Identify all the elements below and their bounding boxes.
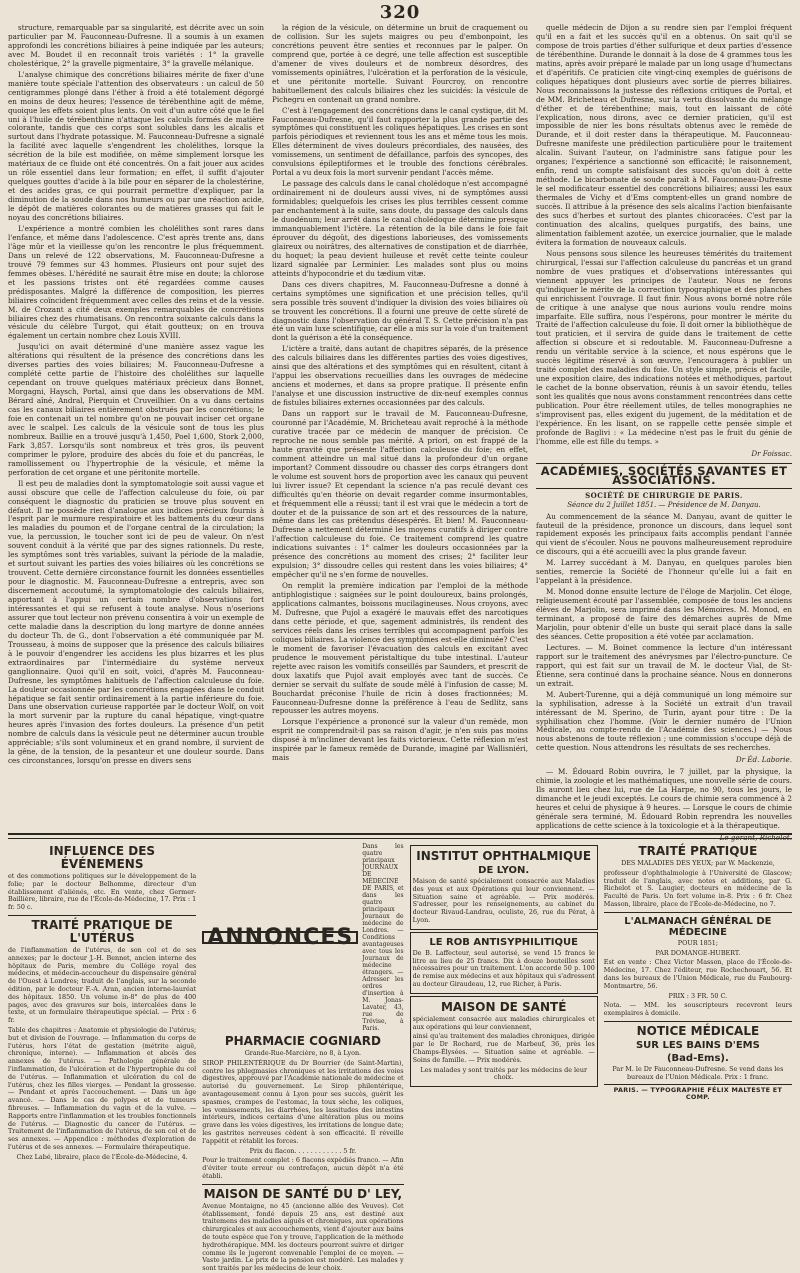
ad-text: SIROP PHILENTÉRIQUE du Dr Bourrier (de Saint-Martin), contre les phlegmasies chroniques et les irritations des voies digestives, approuvé par l'Académie nationale de médecine et autorisé du gouvernement. Le Sirop philentérique, avantageusement connu à Lyon pour ses succès, guérit les spasmes, crampes de l'estomac, la toux sèche, les coliques, les vomissements, les diarrhées, les lassitudes des intestins intérieurs, indices certains d'une altération plus ou moins grave dans les voies digestives, les irritations de longue date; les gastrites nerveuses cèdent à son efficacité. Il réveille l'appétit et rétablit les forces. <box>202 1058 404 1145</box>
paragraph: quelle médecin de Dijon a su rendre sien par l'emploi fréquent qu'il en a fait et les succès qu'il en a obtenus. On sait qu'il se compose de trois parties d'éther sulfurique et deux parties d'essence de térébenthine. Durande le donnait à la dose de 4 grammes tous les matins, après avoir préparé le malade par un long usage d'humectans et d'apéritifs. Ce praticien cite vingt-cinq exemples de guérisons de coliques hépatiques dont plusieurs avec sortie de pierres biliaires. Nous reconnaissons la justesse des réflexions critiques de Portal, et de MM. Bricheteau et Dufresne, sur la vertu dissolvante du mélange d'éther et de térébenthine; mais, tout en laissant de côté l'explication, nous dirons, avec ce dernier praticien, qu'il est impossible de nier les bons résultats obtenus avec le remède de Durande, et il doit rester dans la thérapeutique. M. Fauconneau-Dufresne manifeste une prédilection particulière pour le traitement alcalin. Suivant l'auteur, on l'administre sans fatigue pour les organes; l'expérience a sanctionné son efficacité; le raisonnement, enfin, rend un compte satisfaisant des succès qu'on doit à cette méthode. Le bicarbonate de soude paraît à M. Fauconneau-Dufresne le sel modificateur essentiel des concrétions biliaires; aussi les eaux thermales de Vichy et d'Ems comptent-elles un grand nombre de succès. Il attribue à la présence des sels alcalins l'action bienfaisante des sucs d'herbes et surtout des plantes chicoracées. C'est par la continuation des alcalins, quelques purgatifs, des bains, une alimentation faiblement azotée, un exercice journalier, que le malade évitera la formation de nouveaux calculs. <box>536 23 792 247</box>
ad-city: DE LYON. <box>478 865 530 876</box>
ad-title-traite-yeux: TRAITÉ PRATIQUE <box>638 844 758 858</box>
ad-box-rob <box>410 932 598 994</box>
paragraph: Lorsque l'expérience a prononcé sur la valeur d'un remède, mon esprit ne comprendrait-il pas sa raison d'agir, je n'en suis pas moins disposé à m'incliner devant les faits victorieux. Cette réflexion m'est inspirée par le fameux remède de Durande, imaginé par Wallisniéri, mais <box>272 717 528 763</box>
annonces-block <box>202 843 403 1032</box>
paragraph: L'analyse chimique des concrétions biliaires mérite de fixer d'une manière toute spéciale l'attention des observateurs : un calcul de 50 centigrammes plongé dans l'éther à froid a été totalement dégorgé en moins de deux heures; l'essence de térébenthine agit de même, quoique les effets soient plus lents. On voit d'un autre côté que le fiel uni à l'huile de térébenthine n'attaque les calculs formés de matière colorante, tandis que ces corps sont solubles dans les alcalis et surtout dans l'hydrate potassique. M. Fauconneau-Dufresne a signalé la facilité avec laquelle s'engendrent les cholélithes, lorsque la sécrétion de la bile est modifiée, on même simplement lorsque les matériaux de ce fluide ont été concentrés. On a fait jouer aux acides un rôle essentiel dans leur formation; en effet, il suffit d'ajouter quelques gouttes d'acide à la bile pour en séparer de la cholestérine, et des acides gras, ce qui pourrait permettre d'expliquer, par la diminution de la soude dans nos humeurs ou par une réaction acide, le dépôt de matières colorantes ou de matières grasses qui fait le noyau des concrétions biliaires. <box>8 69 264 223</box>
printer-imprint: PARIS. — TYPOGRAPHIE FÉLIX MALTESTE ET COMP. <box>613 1085 783 1102</box>
paragraph: Nous pensons sous silence les heureuses témérités du traitement chirurgical, l'essai sur l'affection calculeuse du pancréas et un grand nombre de vues pratiques et d'observations intéressantes qui viennent appuyer les principes de l'auteur. Nous ne ferons qu'indiquer le mérite de la correction typographique et des planches qui enrichissent l'ouvrage. Il faut finir. Nous avons borné notre rôle de critique à une analyse que nous aurions voulu rendre moins imparfaite. Elle suffira, nous l'espérons, pour montrer le mérite du Traité de l'affection calculeuse du foie. Il doit orner la bibliothèque de tout praticien, et il servira de guide dans le traitement de cette affection si obscure et si redoutable. M. Fauconneau-Dufresne a rendu un véritable service à la science, et nous espérons que le succès légitime réservé à son œuvre, l'encouragera à publier un traité complet des maladies du foie. Un style simple, précis et facile, une exposition claire, des indications notées et méthodiques, partout le cachet de la bonne observation, réunis à un savoir étendu, telles sont les qualités que nous avons constamment rencontrées dans cette publication. Pour être réellement utiles, de telles monographies ne s'improvisent pas, elles exigent du jugement, de la méditation et de l'expérience. En les lisant, on se rappelle cette pensée simple et profonde de Baglivi : « La médecine n'est pas le fruit du génie de l'homme, elle est fille du temps. » <box>536 248 792 446</box>
ad-subtitle: Grande-Rue-Marcière, no 8, à Lyon. <box>244 1049 362 1057</box>
ad-text: de l'inflammation de l'utérus, de son col et de ses annexes; par le docteur J.-H. Bennet, ancien interne des hôpitaux de Paris, membre du Collége royal des médecins, et médecin-accoucheur du dispensaire général de l'Ouest à Londres; traduit de l'anglais, sur la seconde édition, par le docteur F.-A. Aran, ancien interne-lauréat des hôpitaux. 1850. Un volume in-8° de plus de 400 pages, avec des gravures sur bois, intercalées dans le texte, et un formulaire thérapeutique spécial. — Prix : 6 fr. <box>8 945 197 1025</box>
paragraph: M. Larrey succédant à M. Danyau, en quelques paroles bien senties, remercie la Société de l'honneur qu'elle lui a fait en l'appelant à la présidence. <box>536 558 792 586</box>
ad-title-maison-sante: MAISON DE SANTÉ <box>440 999 567 1014</box>
ad-note: Nota. — MM. les souscripteurs recevront leurs exemplaires à domicile. <box>603 1001 792 1018</box>
paragraph: C'est à l'engagement des concrétions dans le canal cystique, dit M. Fauconneau-Dufresne, qu'il faut rapporter la plus grande partie des symptômes qui constituent les coliques hépatiques. Les crises en sont parfois périodiques et reviennent tous les ans et même tous les mois. Elles déterminent de vives douleurs précordiales, des nausées, des vomissemens, un sentiment de défaillance, parfois des syncopes, des convulsions épileptiformes et le trouble des fonctions cérébrales. Portal a vu deux fois la mort survenir pendant l'accès même. <box>272 105 528 178</box>
ad-text: ainsi qu'au traitement des maladies chroniques, dirigée par le Dr Rochard, rue de Marbeuf, 36, près les Champs-Élysées. — Situation saine et agréable. — Soins de famille. — Prix modérés. <box>412 1032 595 1064</box>
ad-title-influence: INFLUENCE DES ÉVÉNEMENS <box>49 844 156 871</box>
paragraph: Le passage des calculs dans le canal cholédoque n'est accompagné ordinairement ni de douleurs aussi vives, ni de symptômes aussi formidables; quelquefois les crises les plus terribles cessent comme par enchantement à la suite, sans doute, du passage des calculs dans le duodénum; leur arrêt dans le canal cholédoque détermine presque immanquablement l'ictère. La rétention de la bile dans le foie fait éprouver du dégoût, des digestions laborieuses, des vomissements glaireux ou noirâtres, des alternatives de constipation et de diarrhée, du hoquet; la peau devient huileuse et revêt cette teinte couleur lizard signalée par Lerminier. Les malades sont plus ou moins atteints d'hypocondrie et du tædium vitæ. <box>272 179 528 278</box>
page-number: 320 <box>379 2 421 23</box>
ad-title-cogniard: PHARMACIE COGNIARD <box>224 1034 381 1048</box>
ad-text: Avenue Montaigne, no 45 (ancienne allée des Veuves). Cet établissement, fondé depuis 25 ans, est destiné aux traitemens des maladies aiguës et chroniques, aux opérations chirurgicales et aux accouchements, vient d'ajouter aux bains de toute espèce que l'on y trouve, l'application de la méthode hydrothérapique. MM. les docteurs pourront suivre et diriger comme ils le jugeront convenable l'emploi de ce moyen. — Vaste jardin. Le prix de la pension est modéré. Les malades y sont traités par les médecins de leur choix. <box>202 1201 404 1273</box>
ad-subtitle: DES MALADIES DES YEUX; par W. Mackenzie, <box>621 859 775 867</box>
paragraph: M. Monod donne ensuite lecture de l'éloge de Marjolin. Cet éloge, religieusement écouté par l'assemblée, composée de tous les anciens élèves de Marjolin, sera imprimé dans les Mémoires. M. Monod, en terminant, a proposé de faire des démarches auprès de Mme Marjolin, pour obtenir d'elle un buste qui serait placé dans la salle des séances. Cette proposition a été votée par acclamation. <box>536 587 792 641</box>
ad-title-institut: INSTITUT OPHTHALMIQUE <box>416 849 592 863</box>
ad-author: PAR DOMANGE-HUBERT. <box>655 948 741 957</box>
ad-text: professeur d'ophthalmologie à l'Université de Glascow; traduit de l'anglais, avec notes et additions, par G. Richelot et S. Laugier, docteurs en médecine de la Faculté de Paris. Un fort volume in-8. Prix : 6 fr. Chez Masson, libraire, place de l'École-de-Médecine, no 7. <box>603 868 792 908</box>
ad-price: PRIX : 3 FR. 50 C. <box>668 991 728 1000</box>
ad-subtitle: SUR LES BAINS D'EMS <box>635 1039 760 1051</box>
ad-year: POUR 1851; <box>677 938 718 947</box>
ad-text: De B. Laffecteur, seul autorisé, se vend 15 francs le litre au lieu de 25 francs. Dix à douze bouteilles sont nécessaires pour un traitement. L'on accorde 50 p. 100 de remise aux médecins et aux hôpitaux qui s'adressent au docteur Giraudeau, 12, rue Richer, à Paris. <box>412 948 595 988</box>
divider <box>8 915 196 916</box>
paragraph: Lectures. — M. Boinet commence la lecture d'un intéressant rapport sur le traitement des anévrysmes par l'électro-puncture. Ce rapport, qui est fait sur un travail de M. le docteur Vial, de St-Étienne, sera continué dans la prochaine séance. Nous en donnerons un extrait. <box>536 642 792 688</box>
article-columns <box>8 23 792 842</box>
paragraph: Dans un rapport sur le travail de M. Fauconneau-Dufresne, couronné par l'Académie, M. Bricheteau avait reproché à la méthode curative tracée par ce médecin de manquer de précision. Ce reproche ne nous semble pas mérité. A priori, on est frappé de la haute gravité que présente l'affection calculeuse du foie; en effet, comment atteindre un mal situé dans la profondeur d'un organe important? Comment dissoudre ou chasser des corps étrangers dont le volume est souvent hors de proportion avec les canaux qui peuvent lui livrer issue? Et cependant la science n'a pas reculé devant ces difficultés qu'en théorie on devait regarder comme insurmontables, et fréquemment elle a réussi; tant il est vrai que le médecin a tort de douter et de la puissance de son art et des ressources de la nature, même dans les cas prétendus désespérés. Et bien! M. Fauconneau-Dufresne a nettement déterminé les moyens curatifs à diriger contre l'affection calculeuse du foie. Ce traitement comprend les quatre indications suivantes : 1° calmer les douleurs occasionnées par la présence des concrétions au moment des crises; 2° faciliter leur expulsion; 3° dissoudre celles qui restent dans les voies biliaires; 4° empêcher qu'il ne s'en forme de nouvelles. <box>272 409 528 580</box>
paragraph: L'expérience a montré combien les cholélithes sont rares dans l'enfance, et même dans l'adolescence. C'est après trente ans, dans l'âge mûr et la vieillesse qu'on les rencontre le plus fréquemment. Dans un relevé de 122 observations, M. Fauconneau-Dufresne a trouvé 79 femmes sur 43 hommes. Plusieurs ont pour sujet des femmes obèses. L'hérédité ne saurait être mise en doute; la chlorose et les passions tristes ont été regardées comme causes prédisposantes. Malgré la différence de composition, les pierres biliaires coïncident fréquemment avec celles des reins et de la vessie. M. de Crozant a cité deux exemples remarquables de concrétions biliaires chez des rhumatisans. On rencontra soixante calculs dans la vésicule du célèbre Turgot, qui était goutteux; on en trouva également un certain nombre chez Louis XVIII. <box>8 223 264 341</box>
paragraph: M. Aubert-Turenne, qui a déjà communiqué un long mémoire sur la syphilisation, adresse à la Société un extrait d'un travail intéressant de M. Sperino, de Turin, ayant pour titre : De la syphilisation chez l'homme. (Voir le dernier numéro de l'Union Médicale, au compte-rendu de l'Académie des sciences.) — Nous nous abstenons de toute réflexion ; une commission s'occupe déjà de cette question. Nous attendrons les résultats de ses recherches. <box>536 689 792 753</box>
newspaper-page <box>8 2 792 1273</box>
advertisements <box>8 843 792 1273</box>
paragraph: la région de la vésicule, on détermine un bruit de craquement ou de collision. Sur les sujets maigres ou peu d'embonpoint, les concrétions peuvent être senties et reconnues par le palper. On comprend que, portée à ce degré, une telle affection est susceptible d'amener de vives douleurs et de nombreux désordres, des vomissements opiniâtres, l'ulcération et la perforation de la vésicule, et une péritonite mortelle. Suivant Fourcroy, on rencontre habituellement des calculs biliaires chez les suicidés: la vésicule de Pichegru en contenait un grand nombre. <box>272 23 528 104</box>
paragraph: Jusqu'ici on avait déterminé d'une manière assez vague les altérations qui résultent de la présence des concrétions dans les diverses parties des voies biliaires; M. Fauconneau-Dufresne a complété cette partie de l'histoire des cholélithes sur laquelle cependant on trouve quelques matériaux précieux dans Bonnet, Morgagni, Haysch, Portal, ainsi que dans les observations de MM. Bérard aîné, Andral, Pierquin et Cruveilhier. On a vu dans certains cas les canaux biliaires entièrement obstrués par les concrétions; le foie en contenait un tel nombre qu'on ne pouvait inciser cet organe avec le scalpel. Les calculs de la vésicule sont de tous les plus nombreux. Baillie en a trouvé jusqu'à 1,450, Poel 1,600, Stork 2,000, Fark 3,857. Lorsqu'ils sont nombreux et très gros, ils peuvent comprimer le pylore, produire des abcès du foie et du pancréas, le ramollissement ou l'hypertrophie de la vésicule, et même la perforation de cet organe et une péritonite mortelle. <box>8 342 264 477</box>
column-1 <box>8 24 264 830</box>
ad-subtitle-2: (Bad-Ems). <box>666 1052 729 1064</box>
ad-column-2 <box>202 843 404 1273</box>
ad-title-notice: NOTICE MÉDICALE <box>636 1023 760 1038</box>
ad-depot: Pour le traitement complet : 6 flacons expédiés franco. — Afin d'éviter toute erreur ou contrefaçon, aucun dépôt n'a été établi. <box>202 1156 404 1180</box>
ad-toc: Table des chapitres : Anatomie et physiologie de l'utérus; but et division de l'ouvrage. — Inflammation du corps de l'utérus, hors l'état de gestation (métrite aiguë, chronique, interne). — Inflammation et abcès des annexes de l'utérus. — Pathologie générale de l'inflammation, de l'ulcération et de l'hypertrophie du col de l'utérus. — Inflammation et ulcération du col de l'utérus, chez les filles vierges. — Pendant la grossesse. — Pendant et après l'accouchement. — Dans un âge avancé. — Dans le cas de polypes et de tumeurs fibreuses. — Inflammation du vagin et de la vulve. — Rapports entre l'inflammation et les troubles fonctionnels de l'utérus. — Diagnostic du cancer de l'utérus. — Traitement de l'inflammation de l'utérus, de son col et de ses annexes. — Appendice : méthodes d'exploration de l'utérus et de ses annexes. — Formulaire thérapeutique. <box>8 1025 197 1151</box>
session-line: Séance du 2 Juillet 1851. — Présidence de M. Danyau. <box>567 500 761 509</box>
paragraph: On remplit la première indication par l'emploi de la méthode antiphlogistique : saignées sur le point douloureux, bains prolongés, applications calmantes, boissons mucilagineuses. Nous croyons, avec M. Dufresne, que Pujol a exagéré le mauvais effet des narcotiques dans cette période, et que, sagement administrés, ils rendent des services réels dans les crises terribles qui accompagnent parfois les coliques biliaires. La violence des symptômes est-elle diminuée? C'est le moment de favoriser l'évacuation des calculs en excitant avec prudence le mouvement péristaltique du tube intestinal. L'auteur rejette avec raison les vomitifs conseillés par Saunders, et prescrit de doux laxatifs que Pujol avait employés avec tant de succès. Ce dernier se servait du sulfate de soude mêlé à l'infusion de casse; M. Bouchardat préconise l'huile de ricin à doses fractionnées; M. Fauconneau-Dufresne donne la préférence à l'eau de Sedlitz, sans repousser les autres moyens. <box>272 581 528 716</box>
ad-vente: Chez Labé, libraire, place de l'École-de-Médecine, 4. <box>16 1152 188 1161</box>
paragraph: L'ictère a traité, dans autant de chapitres séparés, de la présence des calculs biliaires dans les différentes parties des voies digestives, ainsi que des altérations et des symptômes qui en résultent, citant à l'appui les observations recueillies dans les ouvrages de médecine anciens et modernes, et dans sa propre pratique. Il présente enfin l'analyse et une discussion instructive de dix-neuf exemples connus de fistules biliaires externes occasionnées par des calculs. <box>272 344 528 408</box>
divider <box>604 1021 792 1022</box>
annonces-title: ANNONCES <box>202 931 358 945</box>
society-name: SOCIÉTÉ DE CHIRURGIE DE PARIS. <box>585 490 743 500</box>
gerant-signature: Le gérant, Richelot. <box>719 832 792 842</box>
section-title-academies: ACADÉMIES, SOCIÉTÉS SAVANTES ET ASSOCIATIONS. <box>536 463 792 489</box>
report-signature: Dr Éd. Laborie. <box>735 755 792 765</box>
paragraph: Il est peu de maladies dont la symptomatologie soit aussi vague et aussi obscure que celle de l'affection calculeuse du foie, où par conséquent le diagnostic du praticien se trouve plus souvent en défaut. Il ne possède rien d'analogue aux indices précieux fournis à l'esprit par le murmure respiratoire et les battements du cœur dans les maladies du poumon et de l'organe central de la circulation; la vue, la percussion, le toucher sont ici de peu de valeur. On n'est souvent conduit à la vérité que par des signes rationnels. Du reste, les symptômes sont très variables, suivant la période de la maladie, et surtout suivant les parties des voies biliaires où les concrétions se trouvent. Cette dernière circonstance fournit les données essentielles pour le diagnostic. M. Fauconneau-Dufresne a entrepris, avec son discernement accoutumé, la symptomatologie des calculs biliaires, apportant à l'appui un certain nombre d'observations fort intéressantes et qui se refusent à toute analyse. Nous n'oserions assurer que tout lecteur non prévenu consentira à voir un exemple de cette maladie dans la description du long martyre de donne années du docteur Th. de G., dont l'observation a été communiquée par M. Trousseau, à moins de supposer que la présence des calculs biliaires à le pouvoir d'engendrer les accidens les plus bizarres et les plus extraordinaires par l'intermédiaire du système nerveux ganglionnaire. Quoi qu'il en soit, voici, d'après M. Fauconneau-Dufresne, les symptômes habituels de l'affection calculeuse du foie. La douleur occasionnée par les concrétions engagées dans le conduit hépatique se fait sentir ordinairement à la partie inférieure du foie. Dans une observation curieuse rapportée par le docteur Wolf, on voit la mort survenir par la rupture du canal hépatique, vingt-quatre heures après l'invasion des fortes douleurs. La présence d'un petit nombre de calculs dans la vésicule peut ne déterminer aucun trouble appréciable; s'ils sont volumineux et en grand nombre, il survient de la gêne, de la tension, de la pesanteur et une douleur sourde. Dans ces circonstances, lorsqu'on presse en divers sens <box>8 478 264 766</box>
paragraph: — M. Édouard Robin ouvrira, le 7 juillet, par la physique, la chimie, la zoologie et les mathématiques, une nouvelle série de cours. Ils auront lieu chez lui, rue de La Harpe, no 90, tous les jours, le dimanche et le jeudi exceptés. Le cours de chimie sera commencé à 2 heures et celui de physique à 9 heures. — Lorsque le cours de chimie générale sera terminé, M. Édouard Robin reprendra les nouvelles applications de cette science à la toxicologie et à la thérapeutique. <box>536 767 792 831</box>
divider <box>604 1084 792 1085</box>
ad-text: Par M. le Dr Fauconneau-Dufresne. Se vend dans les bureaux de l'Union Médicale. Prix : 1 franc. <box>612 1064 784 1081</box>
ad-column-3 <box>410 843 598 1099</box>
ad-subtitle: spécialement consacrée aux maladies chirurgicales et aux opérations qui leur conviennent, <box>412 1014 595 1031</box>
ad-text: et des commotions politiques sur le développement de la folie; par le docteur Belhomme, directeur d'un établissement d'aliénés, etc. En vente, chez Germer-Baillière, libraire, rue de l'École-de-Médecine, 17. Prix : 1 fr. 50 c. <box>8 872 197 912</box>
ad-footer: Les malades y sont traités par les médecins de leur choix. <box>420 1065 587 1082</box>
ad-price: Prix du flacon. . . . . . . . . . . . 5 fr. <box>249 1146 357 1155</box>
divider <box>202 1184 403 1185</box>
paragraph: structure, remarquable par sa singularité, est décrite avec un soin particulier par M. Fauconneau-Dufresne. Il a soumis à un examen approfondi les concrétions biliaires à peine indiquée par les auteurs; avec M. Boudet il en reconnaît trois variétés : 1° la gravelle cholestérique, 2° la gravelle pigmentaire, 3° la gravelle mélanique. <box>8 23 264 68</box>
annonces-note: Dans les quatre principaux JOURNAUX DE MÉDECINE DE PARIS, et dans les quatre principaux Journaux de médecine de Londres. — Conditions avantageuses avec tous les Journaux de médecine étrangers. — Adresser les ordres d'insertion à M. Jonas-Lavater, 43, rue de Trévise, à Paris. <box>362 843 404 1032</box>
ad-title-rob: LE ROB ANTISYPHILITIQUE <box>429 936 578 948</box>
column-3 <box>536 23 792 842</box>
paragraph: Dans ces divers chapitres, M. Fauconneau-Dufresne a donné à certains symptômes une signification et une précision telles, qu'il sera possible très souvent d'indiquer la division des voies biliaires où se trouvent les concrétions. Il a fourni une preuve de cette sûreté de diagnostic dans l'observation du général T. S. Cette précision n'a pas été un vain luxe scientifique, car elle a mis sur la voie d'un traitement dont la guérison a été la conséquence. <box>272 279 528 343</box>
paragraph: Au commencement de la séance M. Danyau, avant de quitter le fauteuil de la présidence, prononce un discours, dans lequel sont rapidement exposés les principaux faits accomplis pendant l'année qui vient de s'écouler. Nous ne pouvons malheureusement reproduire ce discours, qui a été accueilli avec la plus grande faveur. <box>536 511 792 557</box>
ad-title-maison-ley: MAISON DE SANTÉ DU D' LEY, <box>203 1186 403 1201</box>
ad-column-4 <box>603 843 792 1102</box>
divider <box>604 912 792 913</box>
column-2 <box>272 24 528 830</box>
ad-box-maison-sante <box>410 996 598 1087</box>
ad-box-institut <box>410 845 598 930</box>
ad-title-traite-uterus: TRAITÉ PRATIQUE DE L'UTÉRUS <box>31 917 173 945</box>
ad-column-1 <box>8 843 197 1161</box>
ad-text: Maison de santé spécialement consacrée aux Maladies des yeux et aux Opérations qui leur conviennent. — Situation saine et agréable. — Prix modérés. S'adresser, pour les renseignements, au cabinet du docteur Rivaud-Landrau, oculiste, 26, rue du Pérat, à Lyon. <box>412 877 595 924</box>
ad-title-almanach: L'ALMANACH GÉNÉRAL DE MÉDECINE <box>624 915 772 938</box>
ad-text: Est en vente : Chez Victor Masson, place de l'École-de-Médecine, 17. Chez l'éditeur, rue Rochechouart, 56. Et dans les bureaux de l'Union Médicale, rue du Faubourg-Montmartre, 56. <box>603 958 792 990</box>
review-signature: Dr Foissac. <box>751 448 792 458</box>
